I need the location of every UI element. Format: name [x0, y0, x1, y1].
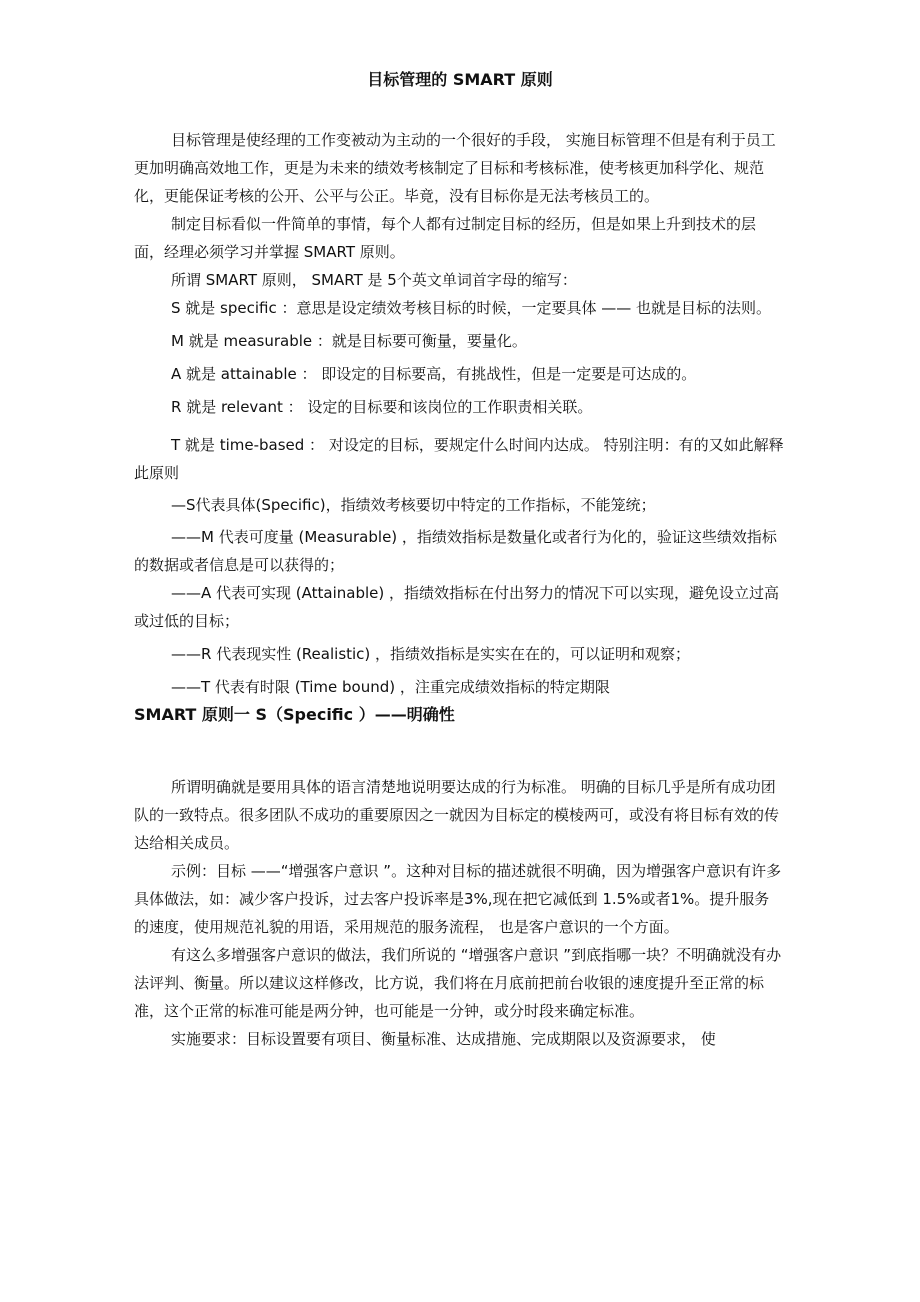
section-heading-specific: SMART 原则一 S（Specific ）——明确性	[134, 705, 455, 724]
alt-item-m: ——M 代表可度量 (Measurable) ，指绩效指标是数量化或者行为化的，验证这些绩效指标的数据或者信息是可以获得的；	[134, 528, 777, 574]
alt-item-t: ——T 代表有时限 (Time bound) ，注重完成绩效指标的特定期限	[171, 678, 610, 696]
document-body	[134, 126, 784, 1053]
item-m-measurable: M 就是 measurable ：就是目标要可衡量，要量化。	[171, 332, 527, 350]
paragraph-specific-revision: 有这么多增强客户意识的做法，我们所说的 “增强客户意识 ”到底指哪一块？不明确就没有办法评判、衡量。所以建议这样修改，比方说，我们将在月底前把前台收银的速度提升至正常的标准，这个正常的标准可能是两分钟，也可能是一分钟，或分时段来确定标准。	[134, 946, 782, 1020]
paragraph-specific-example: 示例：目标 ——“增强客户意识 ”。这种对目标的描述就很不明确，因为增强客户意识有许多具体做法，如：减少客户投诉，过去客户投诉率是3%,现在把它减低到 1.5%或者1%。提升服务的速度，使用规范礼貌的用语，采用规范的服务流程， 也是客户意识的一个方面。	[134, 862, 782, 936]
paragraph-intro: 目标管理是使经理的工作变被动为主动的一个很好的手段， 实施目标管理不但是有利于员工更加明确高效地工作，更是为未来的绩效考核制定了目标和考核标准，使考核更加科学化、规范化，更能保证考核的公开、公平与公正。毕竟，没有目标你是无法考核员工的。	[134, 131, 776, 205]
paragraph-specific-requirements: 实施要求：目标设置要有项目、衡量标准、达成措施、完成期限以及资源要求， 使	[171, 1030, 716, 1048]
paragraph-smart-intro: 制定目标看似一件简单的事情，每个人都有过制定目标的经历，但是如果上升到技术的层面，经理必须学习并掌握 SMART 原则。	[134, 215, 757, 261]
alt-item-r: ——R 代表现实性 (Realistic) ，指绩效指标是实实在在的，可以证明和观察；	[171, 645, 691, 663]
item-r-relevant: R 就是 relevant ： 设定的目标要和该岗位的工作职责相关联。	[171, 398, 593, 416]
alt-item-a: ——A 代表可实现 (Attainable) ，指绩效指标在付出努力的情况下可以实现，避免设立过高或过低的目标；	[134, 584, 780, 630]
paragraph-specific-definition: 所谓明确就是要用具体的语言清楚地说明要达成的行为标准。 明确的目标几乎是所有成功团队的一致特点。很多团队不成功的重要原因之一就因为目标定的模棱两可，或没有将目标有效的传达给相关成员。	[134, 778, 780, 852]
item-s-specific: S 就是 specific ：意思是设定绩效考核目标的时候，一定要具体 —— 也就是目标的法则。	[171, 299, 772, 317]
paragraph-smart-definition: 所谓 SMART 原则， SMART 是 5个英文单词首字母的缩写：	[171, 271, 577, 289]
item-a-attainable: A 就是 attainable ： 即设定的目标要高，有挑战性，但是一定要是可达成的。	[171, 365, 697, 383]
item-t-time-based: T 就是 time-based ： 对设定的目标，要规定什么时间内达成。 特别注明：有的又如此解释此原则	[134, 436, 784, 482]
document-title: 目标管理的 SMART 原则	[367, 70, 553, 89]
alt-item-s: —S代表具体(Specific)，指绩效考核要切中特定的工作指标，不能笼统；	[171, 496, 656, 514]
